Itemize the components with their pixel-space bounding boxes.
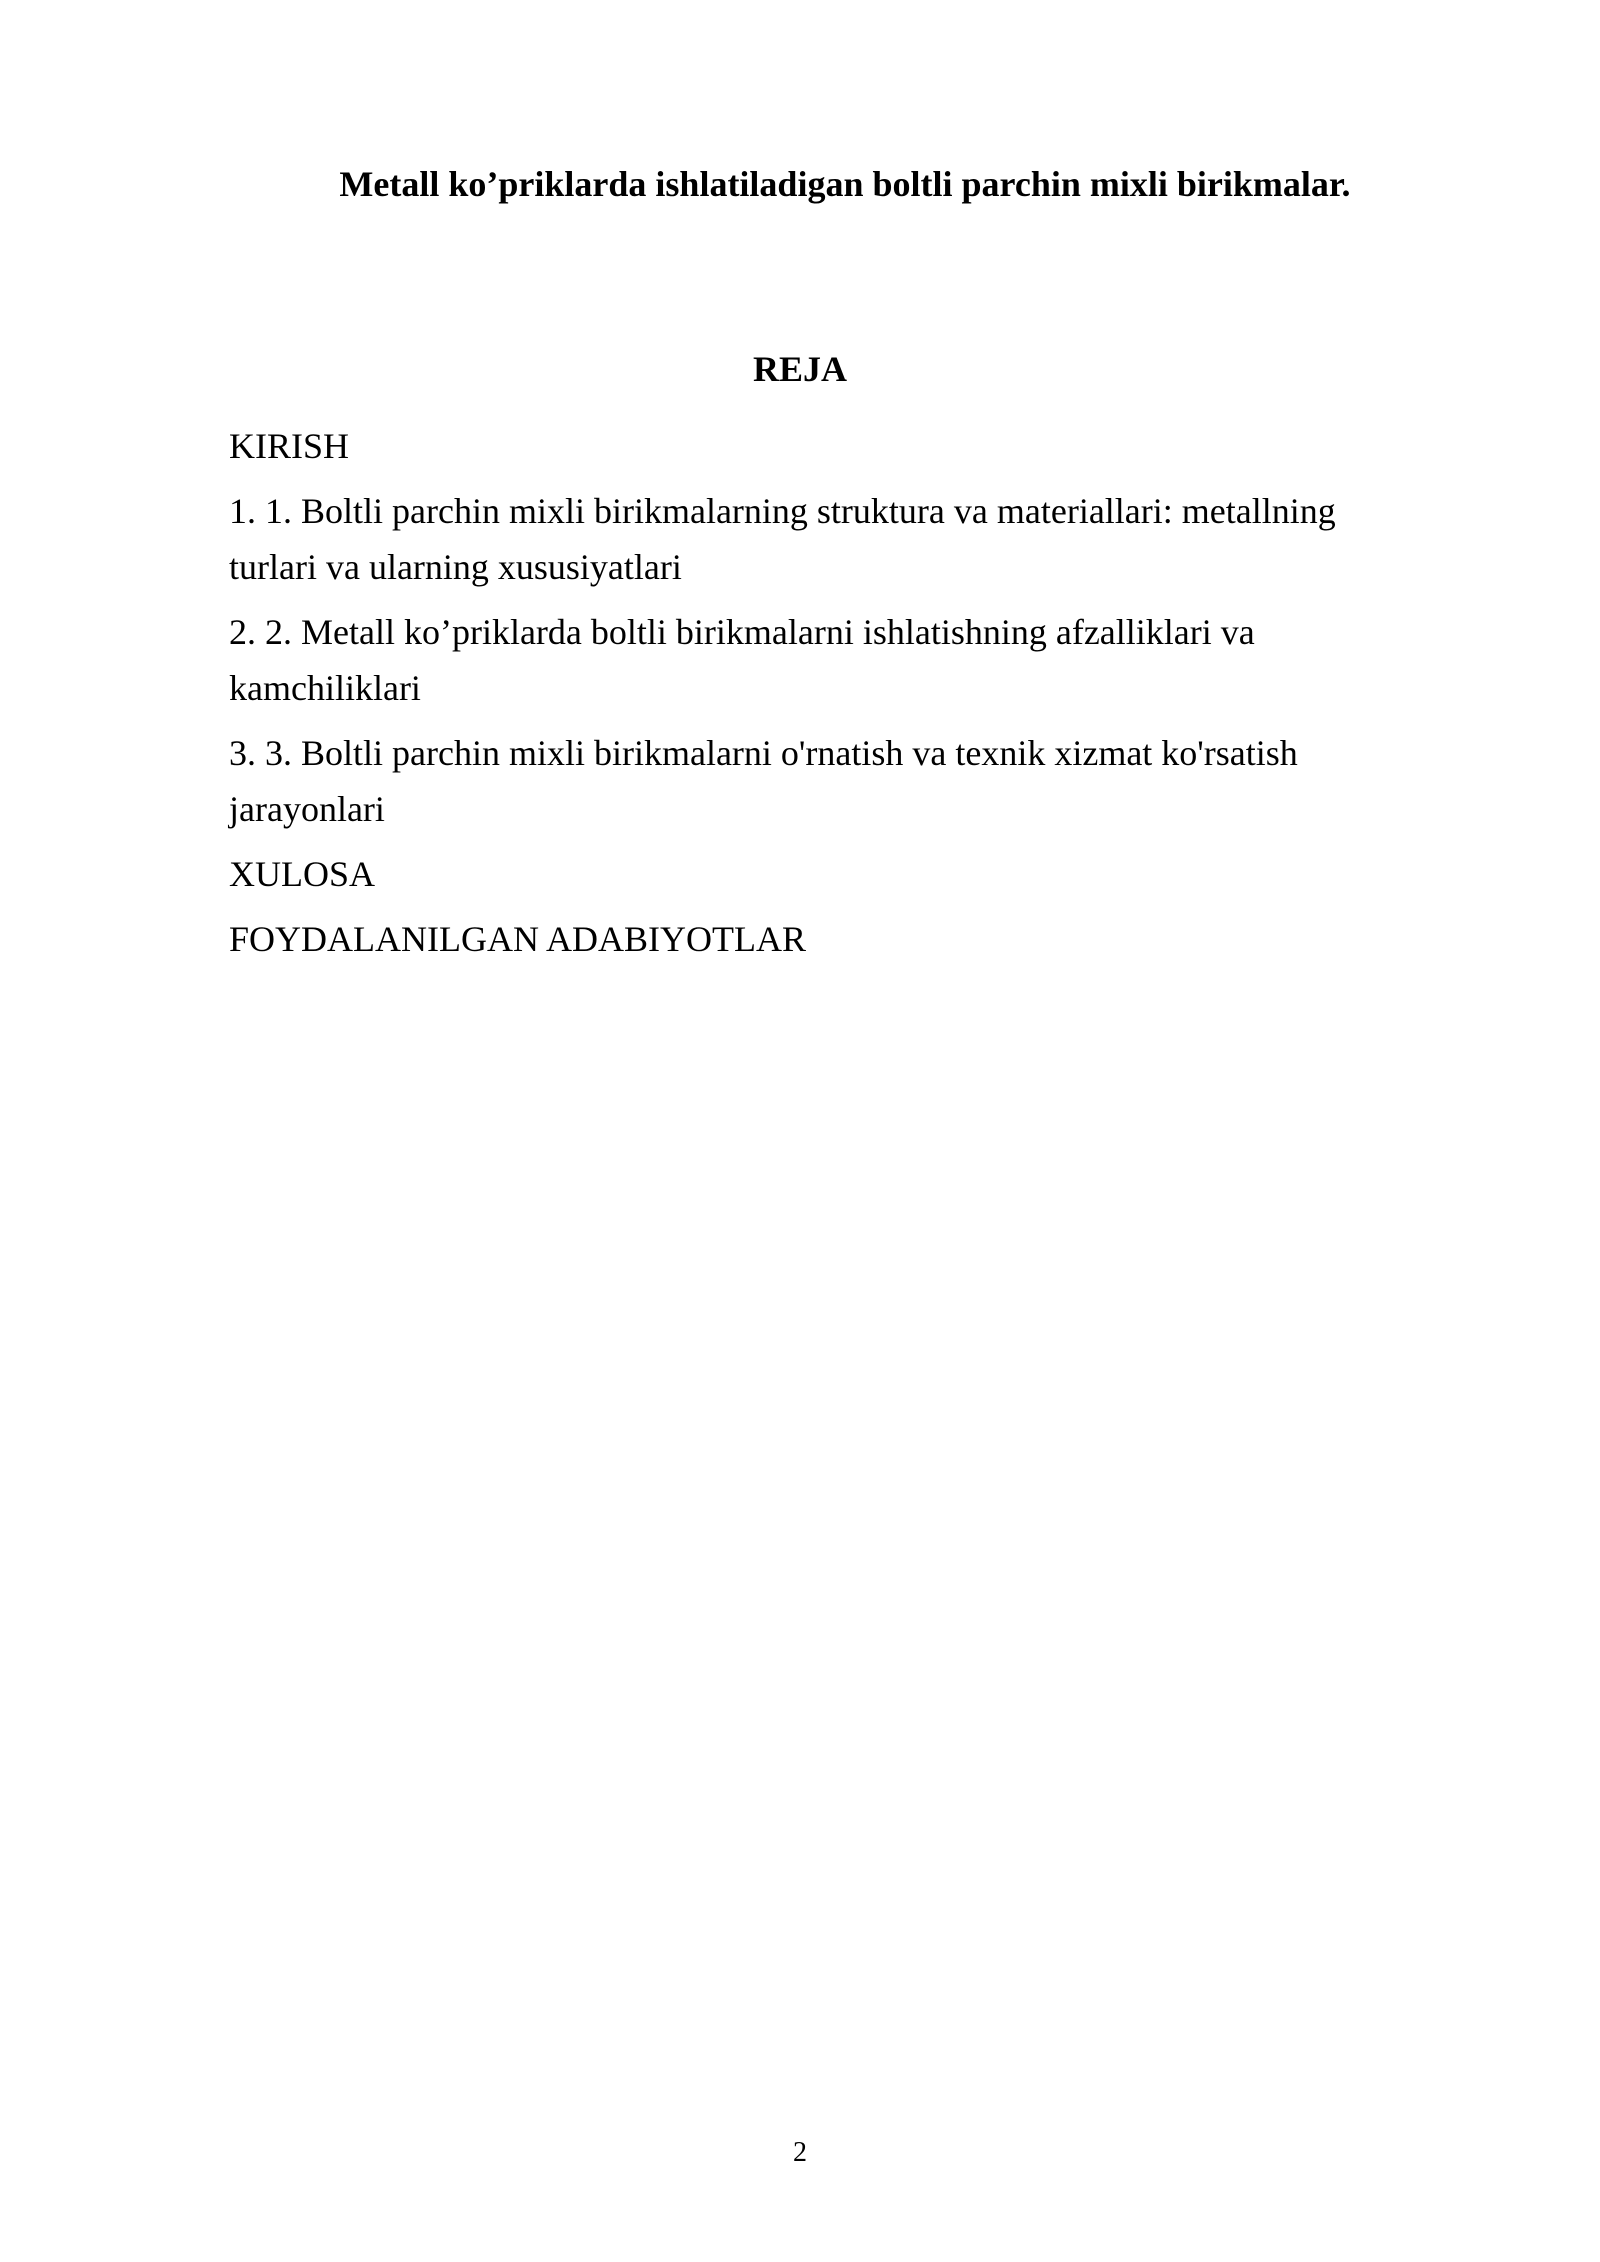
plan-item-introduction: KIRISH (229, 426, 350, 466)
plan-list (229, 418, 1409, 976)
plan-heading: REJA (752, 349, 847, 389)
plan-item-conclusion: XULOSA (229, 854, 376, 894)
document-title: Metall ko’priklarda ishlatiladigan boltli parchin mixli birikmalar. (339, 164, 1351, 204)
plan-item-references: FOYDALANILGAN ADABIYOTLAR (229, 919, 806, 959)
page-number: 2 (793, 2137, 807, 2168)
plan-item-chapter-3: 3. 3. Boltli parchin mixli birikmalarni o'rnatish va texnik xizmat ko'rsatish jarayonlari (229, 733, 1298, 829)
plan-item-chapter-2: 2. 2. Metall ko’priklarda boltli birikmalarni ishlatishning afzalliklari va kamchiliklari (229, 612, 1255, 708)
plan-item-chapter-1: 1. 1. Boltli parchin mixli birikmalarning struktura va materiallari: metallning turlari va ularning xususiyatlari (229, 491, 1336, 587)
